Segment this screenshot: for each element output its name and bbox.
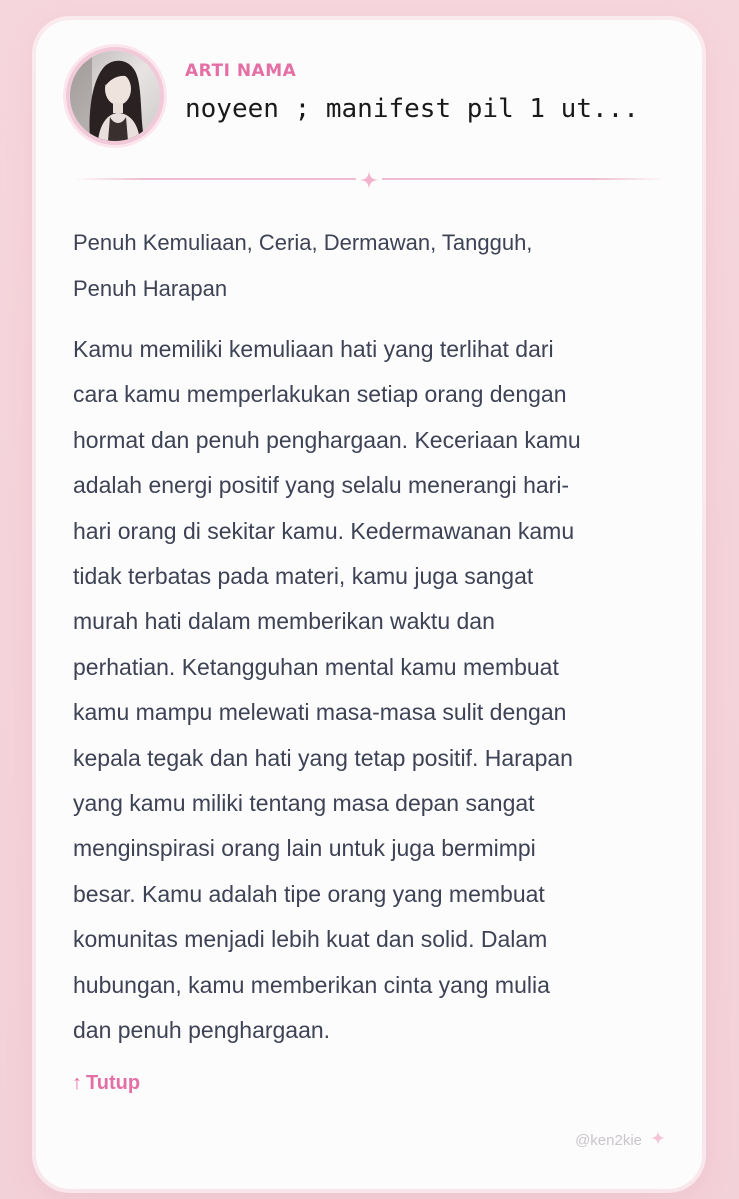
watermark-handle: @ken2kie [575,1131,642,1149]
description-line: besar. Kamu adalah tipe orang yang membuat [73,880,545,907]
description-text [73,327,669,1054]
description-line: perhatian. Ketangguhan mental kamu membuat [73,653,559,680]
name-title: noyeen ; manifest pil 1 ut... [185,94,639,124]
section-label: ARTI NAMA [185,61,297,81]
traits-text [73,220,673,311]
description-line: menginspirasi orang lain untuk juga bermimpi [73,835,536,862]
description-line: yang kamu miliki tentang masa depan sangat [73,790,535,817]
sparkle-icon [356,167,382,193]
arrow-up-icon: ↑ [72,1072,82,1094]
description-line: hari orang di sekitar kamu. Kedermawanan kamu [73,517,575,544]
description-line: murah hati dalam memberikan waktu dan [73,608,495,635]
result-card [36,20,702,1189]
avatar [66,47,164,145]
traits-line: Penuh Harapan [73,275,228,301]
description-line: cara kamu memperlakukan setiap orang dengan [73,381,567,408]
description-line: Kamu memiliki kemuliaan hati yang terlihat dari [73,336,554,362]
description-line: tidak terbatas pada materi, kamu juga sangat [73,563,534,590]
sparkle-icon [650,1130,666,1150]
description-line: hormat dan penuh penghargaan. Keceriaan kamu [73,426,581,453]
traits-line: Penuh Kemuliaan, Ceria, Dermawan, Tangguh, [73,230,533,255]
watermark [575,1130,666,1150]
close-button[interactable] [72,1072,140,1095]
description-line: kamu mampu melewati masa-masa sulit dengan [73,699,567,726]
description-line: komunitas menjadi lebih kuat dan solid. Dalam [73,926,548,953]
description-line: hubungan, kamu memberikan cinta yang mulia [73,971,550,998]
avatar-photo [70,51,160,141]
description-line: adalah energi positif yang selalu menerangi hari- [73,472,570,499]
description-line: dan penuh penghargaan. [73,1017,331,1044]
close-button-label: Tutup [86,1072,141,1094]
description-line: kepala tegak dan hati yang tetap positif. Harapan [73,744,573,771]
